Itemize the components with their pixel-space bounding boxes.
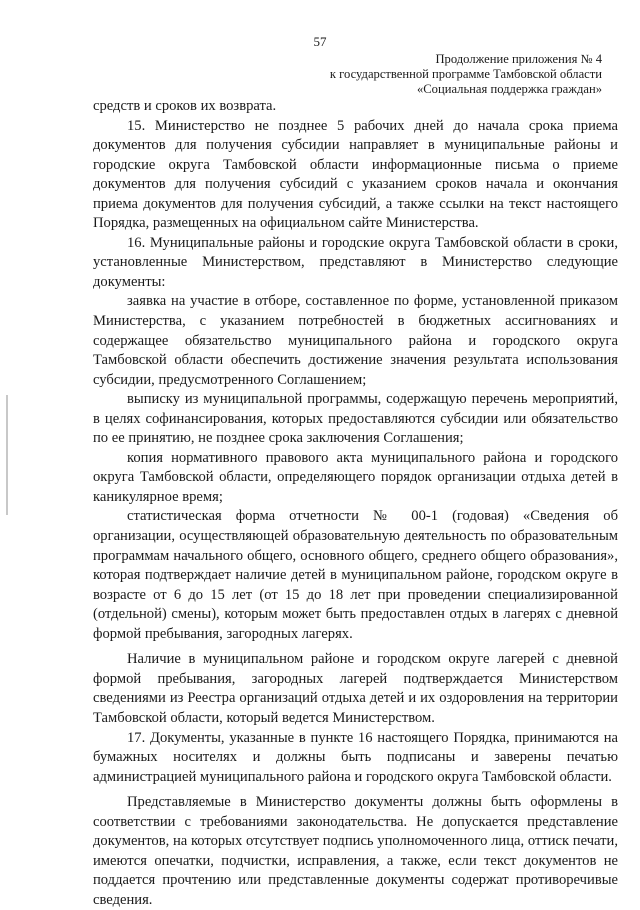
paragraph-document-program-extract: выписку из муниципальной программы, содержащую перечень мероприятий, в целях софинансирования, которых предоставляются субсидии или обязательство по ее принятию, не позднее срока заключения Соглашения; [93, 391, 618, 447]
paragraph-item-15: 15. Министерство не позднее 5 рабочих дней до начала срока приема документов для получения субсидии направляет в муниципальные районы и городские округа Тамбовской области информационные письма о приеме документов для получения субсидий с указанием сроков начала и окончания приема документов для получения субсидий, а также ссылки на текст настоящего Порядка, размещенных на официальном сайте Министерства. [93, 117, 618, 232]
paragraph-item-17: 17. Документы, указанные в пункте 16 настоящего Порядка, принимаются на бумажных носителях и должны быть подписаны и заверены печатью администрацией муниципального района и городского округа Тамбовской области. [93, 729, 618, 785]
paragraph-document-statistical-form: статистическая форма отчетности № 00-1 (годовая) «Сведения об организации, осуществляющей образовательную деятельность по образовательным программам начального общего, основного общего, среднего общего образования», которая подтверждает наличие детей в муниципальном районе, городском округе в возрасте от 6 до 15 лет (от 15 до 18 лет при проведении специализированной (отдельной) смены), которым может быть предоставлен отдых в лагерях с дневной формой пребывания, загородных лагерях. [93, 508, 618, 642]
appendix-header-line: «Социальная поддержка граждан» [416, 82, 602, 96]
paragraph-item-16: 16. Муниципальные районы и городские округа Тамбовской области в сроки, установленные Министерством, представляют в Министерство следующие документы: [93, 234, 618, 290]
paragraph-camps-registry: Наличие в муниципальном районе и городском округе лагерей с дневной формой пребывания, загородных лагерей подтверждается Министерством сведениями из Реестра организаций отдыха детей и их оздоровления на территории Тамбовской области, который ведется Министерством. [93, 651, 618, 726]
document-body [93, 97, 618, 910]
paragraph-document-requirements: Представляемые в Министерство документы должны быть оформлены в соответствии с требованиями законодательства. Не допускается представление документов, на которых отсутствует подпись уполномоченного лица, оттиск печати, имеются опечатки, подчистки, исправления, а также, если текст документов не поддается прочтению или представленные документы содержат противоречивые сведения. [93, 794, 618, 908]
scan-margin-mark [6, 395, 8, 515]
page-number: 57 [313, 34, 327, 49]
paragraph-document-normative-act: копия нормативного правового акта муниципального района и городского округа Тамбовской области, определяющего порядок организации отдыха детей в каникулярное время; [93, 449, 618, 505]
paragraph-document-application: заявка на участие в отборе, составленное по форме, установленной приказом Министерства, с указанием потребностей в бюджетных ассигнованиях и содержащее обязательство муниципального района и городского округа Тамбовской области обеспечить достижение значения результата использования субсидии, предусмотренного Соглашением; [93, 293, 618, 388]
appendix-header-line: Продолжение приложения № 4 [435, 52, 602, 66]
paragraph-continuation: средств и сроков их возврата. [93, 98, 277, 114]
appendix-header [330, 52, 602, 97]
appendix-header-line: к государственной программе Тамбовской области [329, 67, 602, 81]
